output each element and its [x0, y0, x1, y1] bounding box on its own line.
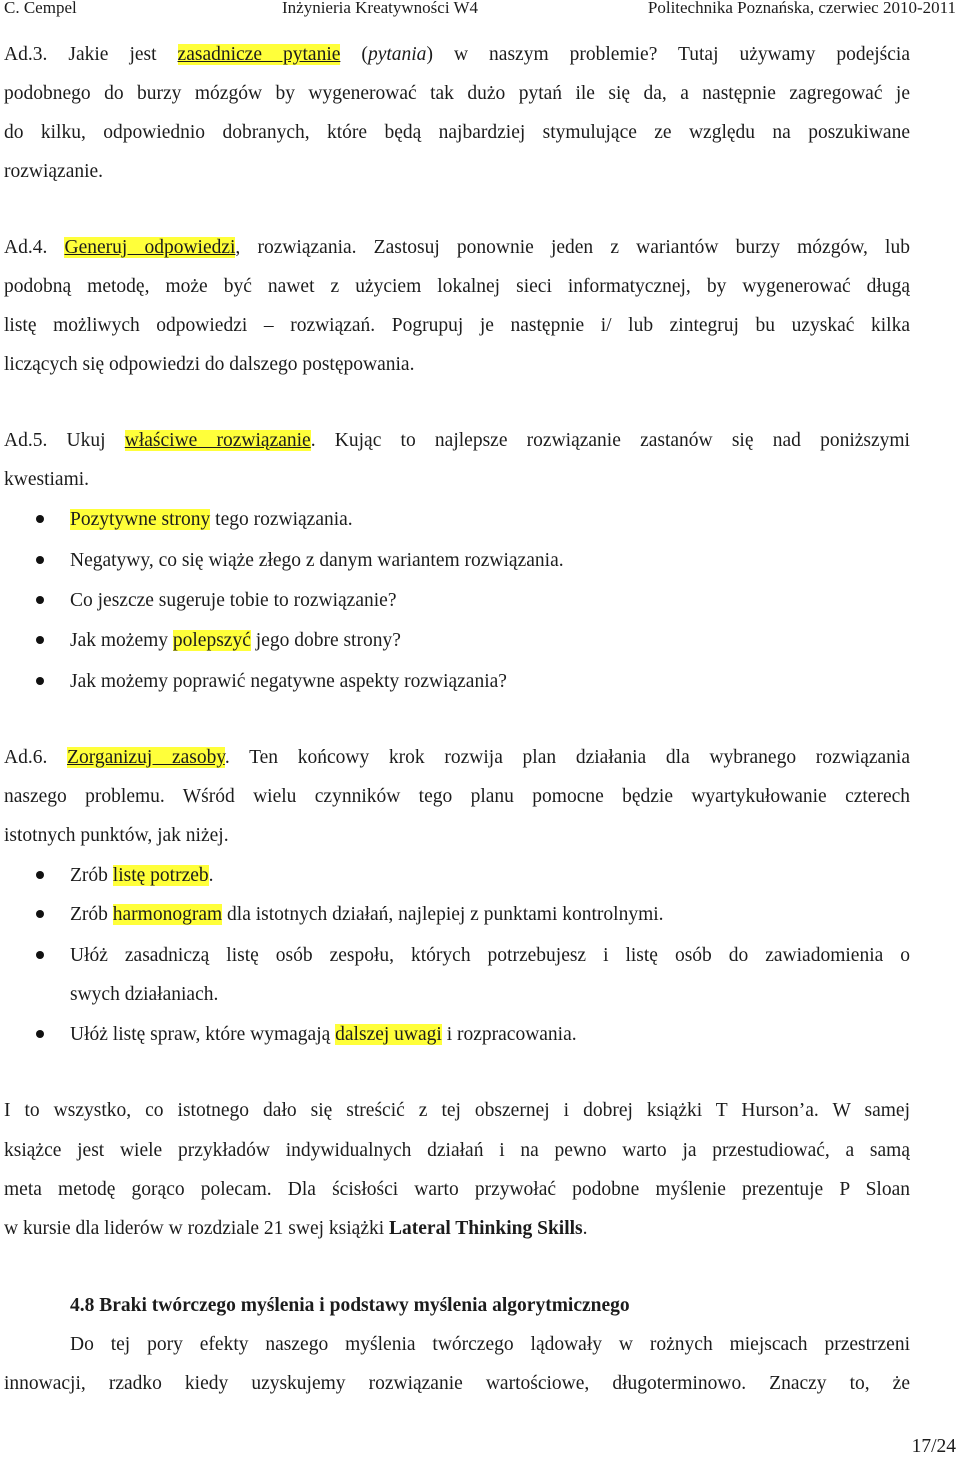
bullet-dot	[36, 1030, 44, 1038]
bullet-dot	[36, 556, 44, 564]
highlight-zasadnicze-pytanie: zasadnicze pytanie	[177, 44, 341, 65]
ad6-line-3: istotnych punktów, jak niżej.	[4, 825, 229, 846]
ad3-line-1: Ad.3. Jakie jest zasadnicze pytanie (pytania) w naszym problemie? Tutaj używamy podejścia	[4, 44, 910, 65]
page-number: 17/24	[911, 1436, 956, 1457]
ad6-line-1: Ad.6. Zorganizuj zasoby. Ten końcowy krok rozwija plan działania dla wybranego rozwiązania	[4, 747, 910, 768]
ad5-bullet-4: Jak możemy polepszyć jego dobre strony?	[70, 630, 401, 651]
summary-line-3: meta metodę gorąco polecam. Dla ścisłości warto przywołać podobne myślenie prezentuje P Sloan	[4, 1179, 910, 1200]
ad3-line-2: podobnego do burzy mózgów by wygenerować tak dużo pytań ile się da, a następnie zagregować je	[4, 83, 910, 104]
summary-line-1: I to wszystko, co istotnego dało się streścić z tej obszernej i dobrej książki T Hurson’a. W samej	[4, 1100, 910, 1121]
summary-line-4: w kursie dla liderów w rozdziale 21 swej książki Lateral Thinking Skills.	[4, 1218, 588, 1239]
ad6-bullet-1: Zrób listę potrzeb.	[70, 865, 214, 886]
bullet-dot	[36, 951, 44, 959]
section-line-2: innowacji, rzadko kiedy uzyskujemy rozwiązanie wartościowe, długoterminowo. Znaczy to, że	[4, 1373, 910, 1394]
ad4-line-3: listę możliwych odpowiedzi – rozwiązań. Pogrupuj je następnie i/ lub zintegruj bu uzyskać kilka	[4, 315, 910, 336]
highlight-wlasciwe-rozwiazanie: właściwe rozwiązanie	[124, 430, 311, 451]
header-affiliation: Politechnika Poznańska, czerwiec 2010-2011	[647, 0, 956, 17]
highlight-zorganizuj-zasoby: Zorganizuj zasoby	[67, 747, 225, 768]
summary-line-2: książce jest wiele przykładów indywidualnych działań i na pewno warto ja przestudiować, a samą	[4, 1140, 910, 1161]
header-author: C. Cempel	[4, 0, 77, 17]
ad5-bullet-1: Pozytywne strony tego rozwiązania.	[70, 509, 353, 530]
book-title: Lateral Thinking Skills	[389, 1218, 583, 1239]
bullet-dot	[36, 515, 44, 523]
ad6-bullet-4: Ułóż listę spraw, które wymagają dalszej uwagi i rozpracowania.	[70, 1024, 577, 1045]
ad5-line-2: kwestiami.	[4, 469, 90, 490]
bullet-dot	[36, 596, 44, 604]
bullet-dot	[36, 677, 44, 685]
ad6-bullet-3-line-2: swych działaniach.	[70, 984, 219, 1005]
ad5-line-1: Ad.5. Ukuj właściwe rozwiązanie. Kując to najlepsze rozwiązanie zastanów się nad poniższymi	[4, 430, 910, 451]
ad4-line-1: Ad.4. Generuj odpowiedzi, rozwiązania. Zastosuj ponownie jeden z wariantów burzy mózgów, lub	[4, 237, 910, 258]
ad6-bullet-2: Zrób harmonogram dla istotnych działań, najlepiej z punktami kontrolnymi.	[70, 904, 664, 925]
bullet-dot	[36, 636, 44, 644]
section-heading: 4.8 Braki twórczego myślenia i podstawy myślenia algorytmicznego	[70, 1295, 630, 1316]
page-header	[0, 0, 960, 22]
ad5-bullet-5: Jak możemy poprawić negatywne aspekty rozwiązania?	[70, 671, 507, 692]
bullet-dot	[36, 910, 44, 918]
ad5-bullet-2: Negatywy, co się wiąże złego z danym wariantem rozwiązania.	[70, 550, 564, 571]
bullet-dot	[36, 871, 44, 879]
ad4-line-2: podobną metodę, może być nawet z użyciem lokalnej sieci informatycznej, by wygenerować długą	[4, 276, 910, 297]
header-course: Inżynieria Kreatywności W4	[282, 0, 479, 17]
ad6-line-2: naszego problemu. Wśród wielu czynników tego planu pomocne będzie wyartykułowanie czterech	[4, 786, 910, 807]
highlight-generuj-odpowiedzi: Generuj odpowiedzi	[64, 237, 236, 258]
ad3-line-4: rozwiązanie.	[4, 161, 104, 182]
ad6-bullet-3-line-1: Ułóż zasadniczą listę osób zespołu, których potrzebujesz i listę osób do zawiadomienia o	[70, 945, 910, 966]
ad4-line-4: liczących się odpowiedzi do dalszego postępowania.	[4, 354, 415, 375]
ad5-bullet-3: Co jeszcze sugeruje tobie to rozwiązanie?	[70, 590, 397, 611]
section-line-1: Do tej pory efekty naszego myślenia twórczego lądowały w rożnych miejscach przestrzeni	[70, 1334, 910, 1355]
ad3-line-3: do kilku, odpowiednio dobranych, które będą najbardziej stymulujące ze względu na poszukiwane	[4, 122, 910, 143]
